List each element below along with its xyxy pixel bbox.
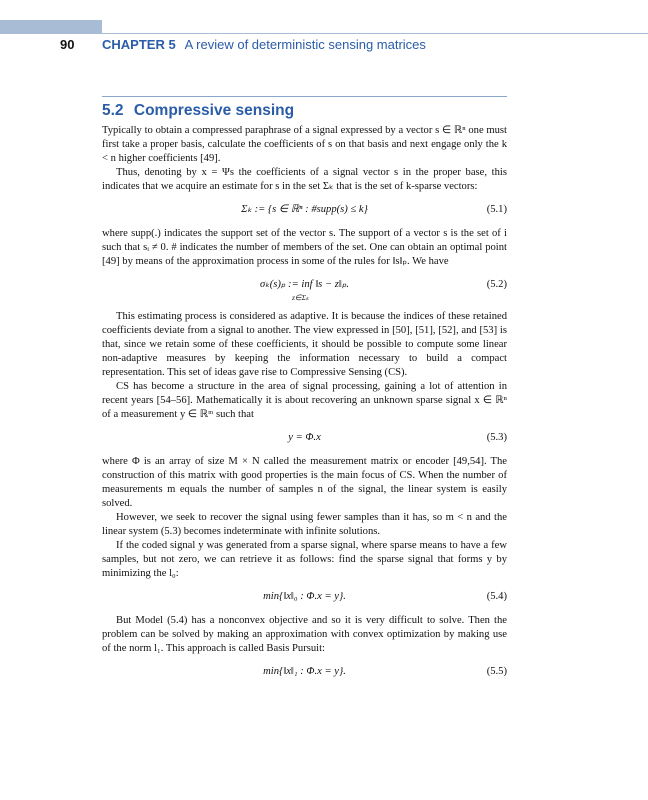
paragraph: CS has become a structure in the area of signal processing, gaining a lot of attention in recent years [54–56]. Mathematically it is about recovering an unknown sparse signal x ∈ ℝⁿ of a measurement y ∈ ℝᵐ such that <box>102 381 507 420</box>
equation-number: (5.4) <box>486 591 507 602</box>
equation-number: (5.2) <box>486 279 507 290</box>
equation-number: (5.1) <box>486 204 507 215</box>
header-rule <box>102 33 648 34</box>
equation-number: (5.5) <box>486 666 507 677</box>
equation-5-1 <box>102 203 507 217</box>
paragraph: If the coded signal y was generated from a sparse signal, where sparse means to have a few samples, but not zero, we can retrieve it as follows: find the sparse signal that forms y by minimizing the l₀: <box>102 540 507 579</box>
paragraph: Thus, denoting by x = Ψs the coefficients of a signal vector s in the proper base, this indicates that we acquire an estimate for s in the set Σₖ that is the set of k-sparse vectors: <box>102 167 507 192</box>
chapter-title: A review of deterministic sensing matrices <box>184 37 426 52</box>
paragraph: where Φ is an array of size M × N called the measurement matrix or encoder [49,54]. The construction of this matrix with good properties is the main focus of CS. When the number of measurements m equals the number of samples n of the signal, the linear system is easily solved. <box>102 456 507 509</box>
equation-body: min{‖x‖₀ : Φ.x = y}. <box>263 591 346 602</box>
running-header <box>0 37 648 55</box>
section-title: Compressive sensing <box>133 102 295 119</box>
equation-body: Σₖ := {s ∈ ℝⁿ : #supp(s) ≤ k} <box>241 204 368 215</box>
paragraph: where supp(.) indicates the support set of the vector s. The support of a vector s is the set of i such that sᵢ ≠ 0. # indicates the number of members of the set. One can obtain an optimal point [49] by means of the approximation process in some of the rules for ‖s‖ₚ. We have <box>102 228 507 267</box>
chapter-heading <box>102 37 426 52</box>
paragraph: This estimating process is considered as adaptive. It is because the indices of these retained coefficients deviate from a signal to another. The view expressed in [50], [51], [52], and [53] is that, since we retain some of these coefficients, it should be possible to compute some linear non-adaptive measures by keeping the information necessary to build a compact representation. This set of ideas gave rise to Compressive Sensing (CS). <box>102 311 507 378</box>
paragraph: But Model (5.4) has a nonconvex objective and so it is very difficult to solve. Then the problem can be solved by making an approximation with convex optimization by making use of the norm l₁. This approach is called Basis Pursuit: <box>102 615 507 654</box>
equation-subscript: z∈Σₖ <box>292 293 310 302</box>
equation-number: (5.3) <box>486 432 507 443</box>
paragraph: However, we seek to recover the signal using fewer samples than it has, so m < n and the linear system (5.3) becomes indeterminate with infinite solutions. <box>102 512 507 537</box>
equation-body: y = Φ.x <box>288 432 321 443</box>
equation-5-3 <box>102 431 507 445</box>
equation-body: min{‖x‖₁ : Φ.x = y}. <box>263 666 346 677</box>
body-text <box>102 124 507 689</box>
equation-5-4 <box>102 590 507 604</box>
equation-body: σₖ(s)ₚ := inf ‖s − z‖ₚ. <box>259 279 350 290</box>
paragraph: Typically to obtain a compressed paraphrase of a signal expressed by a vector s ∈ ℝⁿ one must first take a proper basis, calculate the coefficients of s on that basis and next engage only the k < n higher coefficients [49]. <box>102 125 507 164</box>
section-number: 5.2 <box>102 102 124 119</box>
section-heading <box>102 102 294 120</box>
equation-5-5 <box>102 665 507 679</box>
chapter-label: CHAPTER 5 <box>102 37 176 52</box>
equation-5-2 <box>102 278 507 300</box>
header-color-bar <box>0 20 102 34</box>
page-number: 90 <box>60 37 75 52</box>
section-rule <box>102 96 507 97</box>
